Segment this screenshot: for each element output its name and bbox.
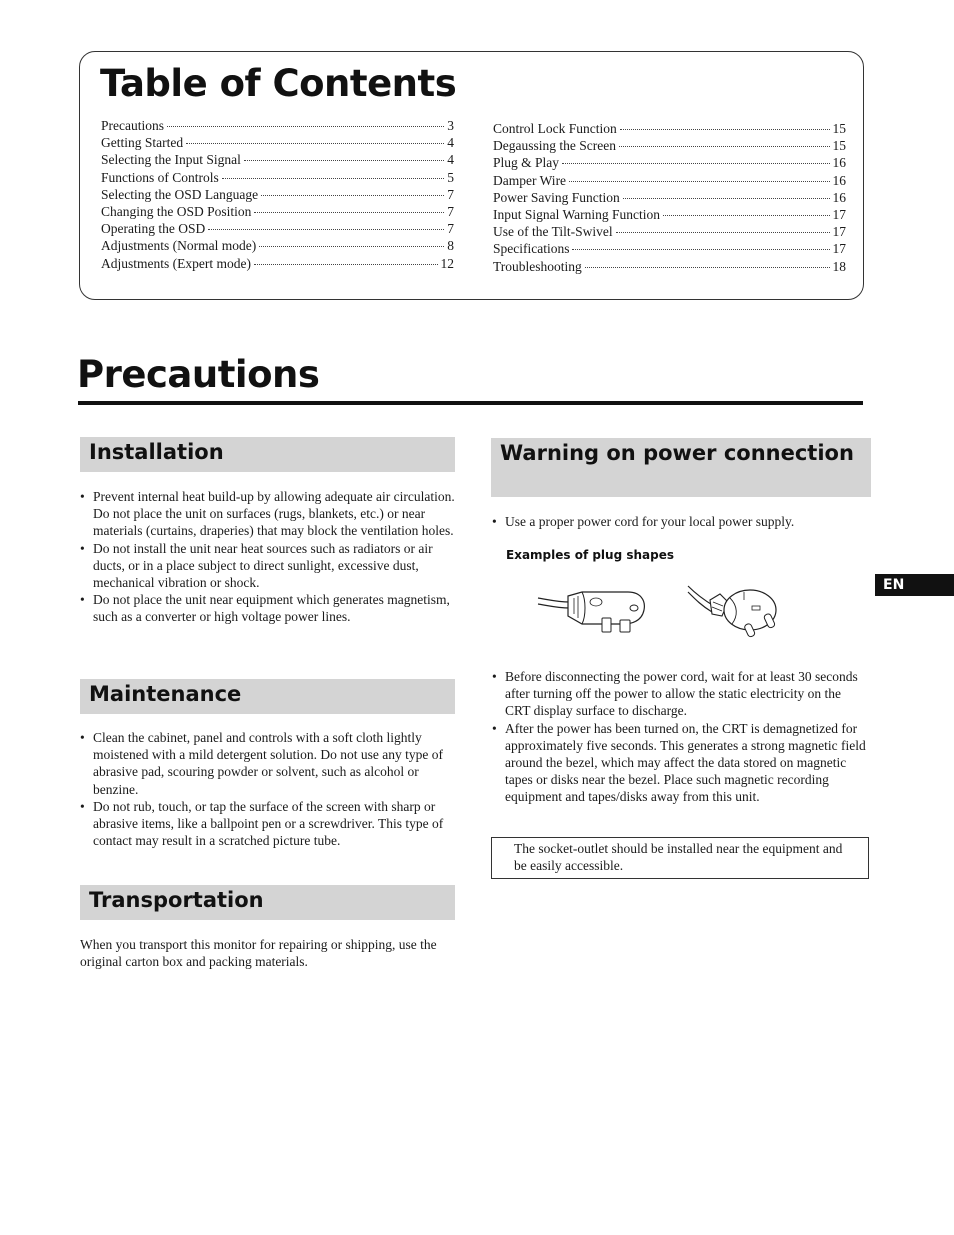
list-item: • Before disconnecting the power cord, wait for at least 30 seconds after turning off the power to allow the static electricity on the CRT display surface to discharge. xyxy=(492,669,858,719)
toc-entry[interactable]: Specifications 17 xyxy=(493,241,846,257)
power-list xyxy=(492,668,868,806)
toc-entry[interactable]: Control Lock Function 15 xyxy=(493,121,846,136)
maintenance-list xyxy=(80,729,455,849)
title-rule xyxy=(78,401,863,405)
toc-entry[interactable]: Functions of Controls 5 xyxy=(101,169,454,185)
power-warning-heading: Warning on power connection xyxy=(491,438,871,497)
socket-outlet-note: The socket-outlet should be installed near the equipment and be easily accessible. xyxy=(491,837,869,879)
list-item: • After the power has been turned on, the CRT is demagnetized for approximately five seconds. This generates a strong magnetic field around the bezel, which may affect the data stored on magnetic tapes or disks near the bezel. Place such magnetic recording equipment and tapes/disks away from this unit. xyxy=(492,720,866,805)
toc-title: Table of Contents xyxy=(100,62,457,105)
power-list-first xyxy=(492,513,862,530)
toc-entry[interactable]: Getting Started 4 xyxy=(101,135,454,151)
toc-entry[interactable]: Input Signal Warning Function 17 xyxy=(493,207,846,223)
us-plug-icon xyxy=(536,580,652,634)
language-tab: EN xyxy=(875,574,954,596)
transportation-heading: Transportation xyxy=(80,885,455,920)
plug-examples-heading: Examples of plug shapes xyxy=(506,548,675,562)
toc-entry[interactable]: Precautions 3 xyxy=(101,118,454,133)
maintenance-heading: Maintenance xyxy=(80,679,455,714)
installation-list xyxy=(80,488,455,626)
toc-left-column xyxy=(101,117,454,272)
toc-entry[interactable]: Use of the Tilt-Swivel 17 xyxy=(493,224,846,240)
toc-entry[interactable]: Troubleshooting 18 xyxy=(493,258,846,274)
toc-entry[interactable]: Changing the OSD Position 7 xyxy=(101,204,454,220)
toc-entry[interactable]: Selecting the OSD Language 7 xyxy=(101,186,454,202)
list-item: • Do not install the unit near heat sources such as radiators or air ducts, or in a place subject to direct sunlight, excessive dust, mechanical vibration or shock. xyxy=(80,540,433,591)
toc-entry[interactable]: Plug & Play 16 xyxy=(493,155,846,171)
installation-heading: Installation xyxy=(80,437,455,472)
toc-right-column xyxy=(493,120,846,275)
toc-entry[interactable]: Adjustments (Expert mode) 12 xyxy=(101,255,454,271)
toc-entry[interactable]: Damper Wire 16 xyxy=(493,172,846,188)
toc-entry[interactable]: Power Saving Function 16 xyxy=(493,189,846,205)
list-item: • Do not place the unit near equipment which generates magnetism, such as a converter or high voltage power lines. xyxy=(80,592,450,625)
toc-entry[interactable]: Degaussing the Screen 15 xyxy=(493,138,846,154)
transportation-text: When you transport this monitor for repairing or shipping, use the original carton box and packing materials. xyxy=(80,937,437,970)
list-item: • Clean the cabinet, panel and controls with a soft cloth lightly moistened with a mild detergent solution. Do not use any type of abrasive pad, scouring powder or solvent, such as alcohol or benzine. xyxy=(80,730,443,797)
toc-entry[interactable]: Operating the OSD 7 xyxy=(101,221,454,237)
list-item: • Use a proper power cord for your local power supply. xyxy=(492,514,795,529)
toc-entry[interactable]: Selecting the Input Signal 4 xyxy=(101,152,454,168)
european-plug-icon xyxy=(686,580,798,638)
page-title: Precautions xyxy=(77,353,320,396)
toc-entry[interactable]: Adjustments (Normal mode) 8 xyxy=(101,238,454,254)
list-item: • Do not rub, touch, or tap the surface of the screen with sharp or abrasive items, like a ballpoint pen or a screwdriver. This type of contact may result in a scratched picture tube. xyxy=(80,798,444,849)
list-item: • Prevent internal heat build-up by allowing adequate air circulation. Do not place the unit on surfaces (rugs, blankets, etc.) or near materials (curtains, draperies) that may block the ventilation holes. xyxy=(80,489,455,539)
